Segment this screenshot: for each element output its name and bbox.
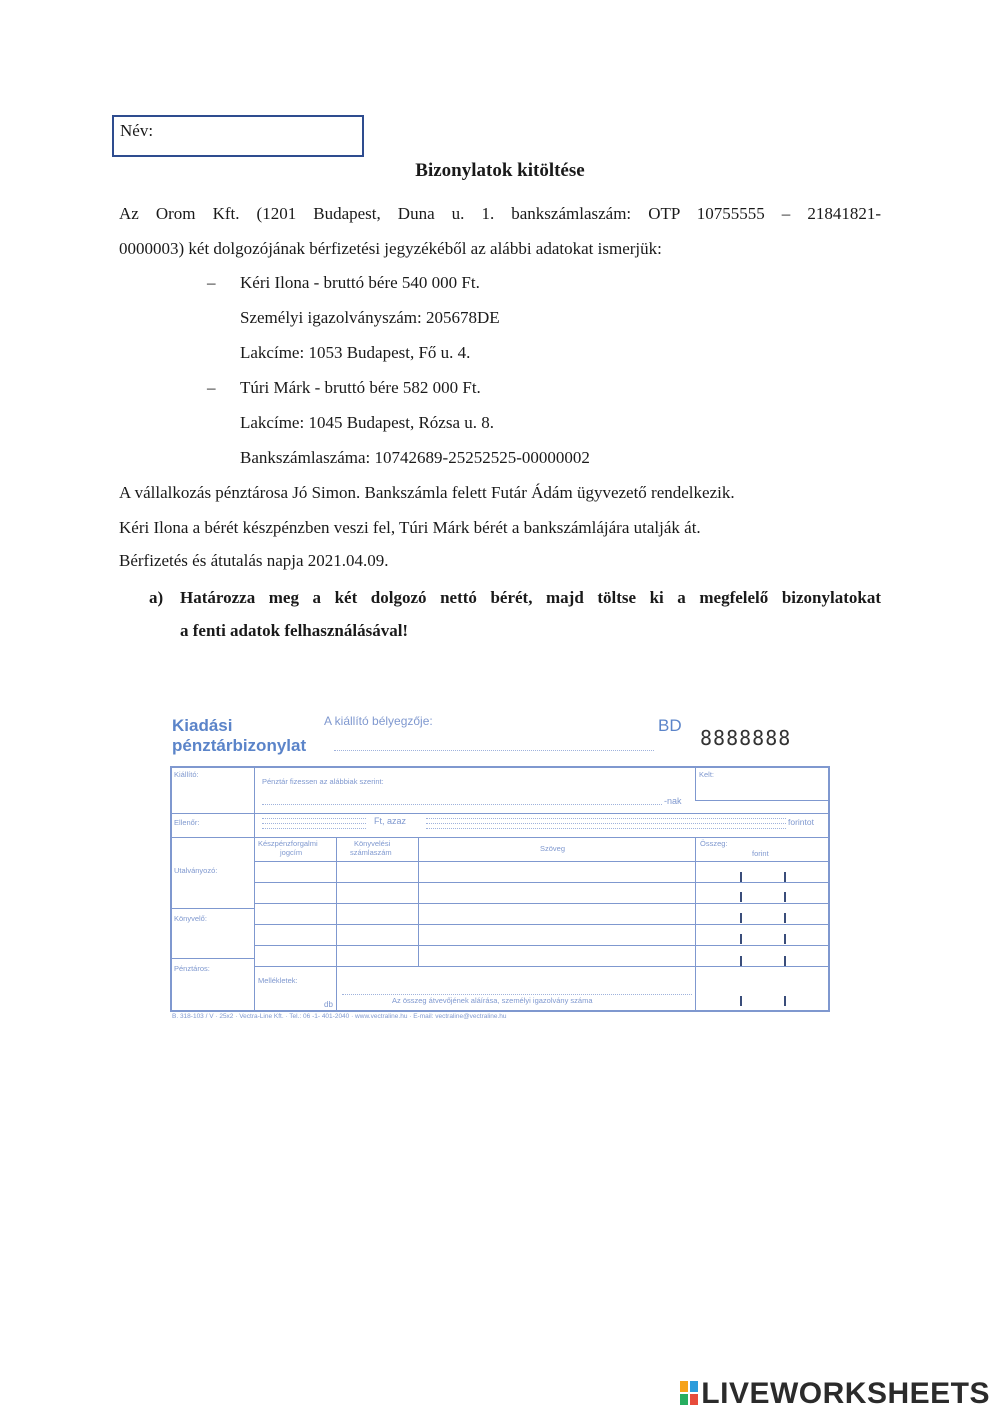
db-label: db — [324, 1000, 333, 1009]
liveworksheets-logo — [680, 1377, 990, 1411]
employee-1-address: Lakcíme: 1053 Budapest, Fő u. 4. — [240, 343, 471, 362]
body-line-2: Kéri Ilona a bérét készpénzben veszi fel, Túri Márk bérét a bankszámlájára utalják át. — [119, 518, 701, 537]
penztaros-label: Pénztáros: — [174, 964, 210, 973]
body-line-1: A vállalkozás pénztárosa Jó Simon. Bankszámla felett Futár Ádám ügyvezető rendelkezik. — [119, 483, 735, 502]
ellenor-label: Ellenőr: — [174, 818, 200, 827]
col-jogcim-1: Készpénzforgalmi — [258, 839, 318, 848]
col-osszeg-1: Összeg: — [700, 839, 728, 848]
body-line-3: Bérfizetés és átutalás napja 2021.04.09. — [119, 551, 389, 570]
cash-voucher-form — [170, 700, 830, 1030]
list-dash: – — [207, 273, 216, 292]
col-osszeg-2: forint — [752, 849, 769, 858]
intro-line-1: Az Orom Kft. (1201 Budapest, Duna u. 1. bankszámlaszám: OTP 10755555 – 21841821- — [119, 204, 881, 223]
liveworksheets-logo-text: LIVEWORKSHEETS — [701, 1377, 990, 1410]
list-dash: – — [207, 378, 216, 397]
form-title-2: pénztárbizonylat — [172, 736, 307, 755]
task-line-2: a fenti adatok felhasználásával! — [180, 621, 409, 640]
intro-line-2: 0000003) két dolgozójának bérfizetési jegyzékéből az alábbi adatokat ismerjük: — [119, 239, 662, 258]
forintot-label: forintot — [788, 817, 814, 827]
utalvanyozo-label: Utalványozó: — [174, 866, 218, 875]
employee-1-id: Személyi igazolványszám: 205678DE — [240, 308, 500, 327]
name-label: Név: — [120, 121, 154, 140]
task-line-1: Határozza meg a két dolgozó nettó bérét, majd töltse ki a megfelelő bizonylatokat — [180, 588, 881, 607]
employee-2-salary: Túri Márk - bruttó bére 582 000 Ft. — [240, 378, 481, 397]
nak-label: -nak — [664, 796, 682, 806]
page-title: Bizonylatok kitöltése — [415, 160, 585, 181]
pay-instruction: Pénztár fizessen az alábbiak szerint: — [262, 777, 384, 786]
col-jogcim-2: jogcím — [280, 848, 303, 857]
kelt-label: Kelt: — [699, 770, 715, 779]
form-footer: B. 318-103 / V · 25x2 · Vectra-Line Kft. · Tel.: 06 -1- 401-2040 · www.vectraline.hu · E-mail: vectraline@vectraline.hu — [172, 1013, 507, 1020]
konyvelo-label: Könyvelő: — [174, 914, 207, 923]
employee-1-salary: Kéri Ilona - bruttó bére 540 000 Ft. — [240, 273, 480, 292]
employee-2-address: Lakcíme: 1045 Budapest, Rózsa u. 8. — [240, 413, 495, 432]
liveworksheets-logo-icon — [680, 1381, 698, 1405]
voucher-number: 8888888 — [700, 726, 792, 750]
ft-azaz-label: Ft, azaz — [374, 816, 407, 826]
stamp-label: A kiállító bélyegzője: — [324, 714, 433, 728]
name-field[interactable] — [112, 115, 364, 157]
kiallito-label: Kiállító: — [174, 770, 199, 779]
col-szoveg: Szöveg — [540, 844, 566, 853]
signature-note: Az összeg átvevőjének aláírása, személyi igazolvány száma — [392, 996, 593, 1005]
col-szamlaszam-2: számlaszám — [350, 848, 392, 857]
col-szamlaszam-1: Könyvelési — [354, 839, 391, 848]
mellekletek-label: Mellékletek: — [258, 976, 298, 985]
employee-2-bank-account: Bankszámlaszáma: 10742689-25252525-00000002 — [240, 448, 590, 467]
form-title-1: Kiadási — [172, 716, 233, 735]
series-code: BD — [658, 716, 682, 735]
task-marker: a) — [149, 588, 164, 607]
